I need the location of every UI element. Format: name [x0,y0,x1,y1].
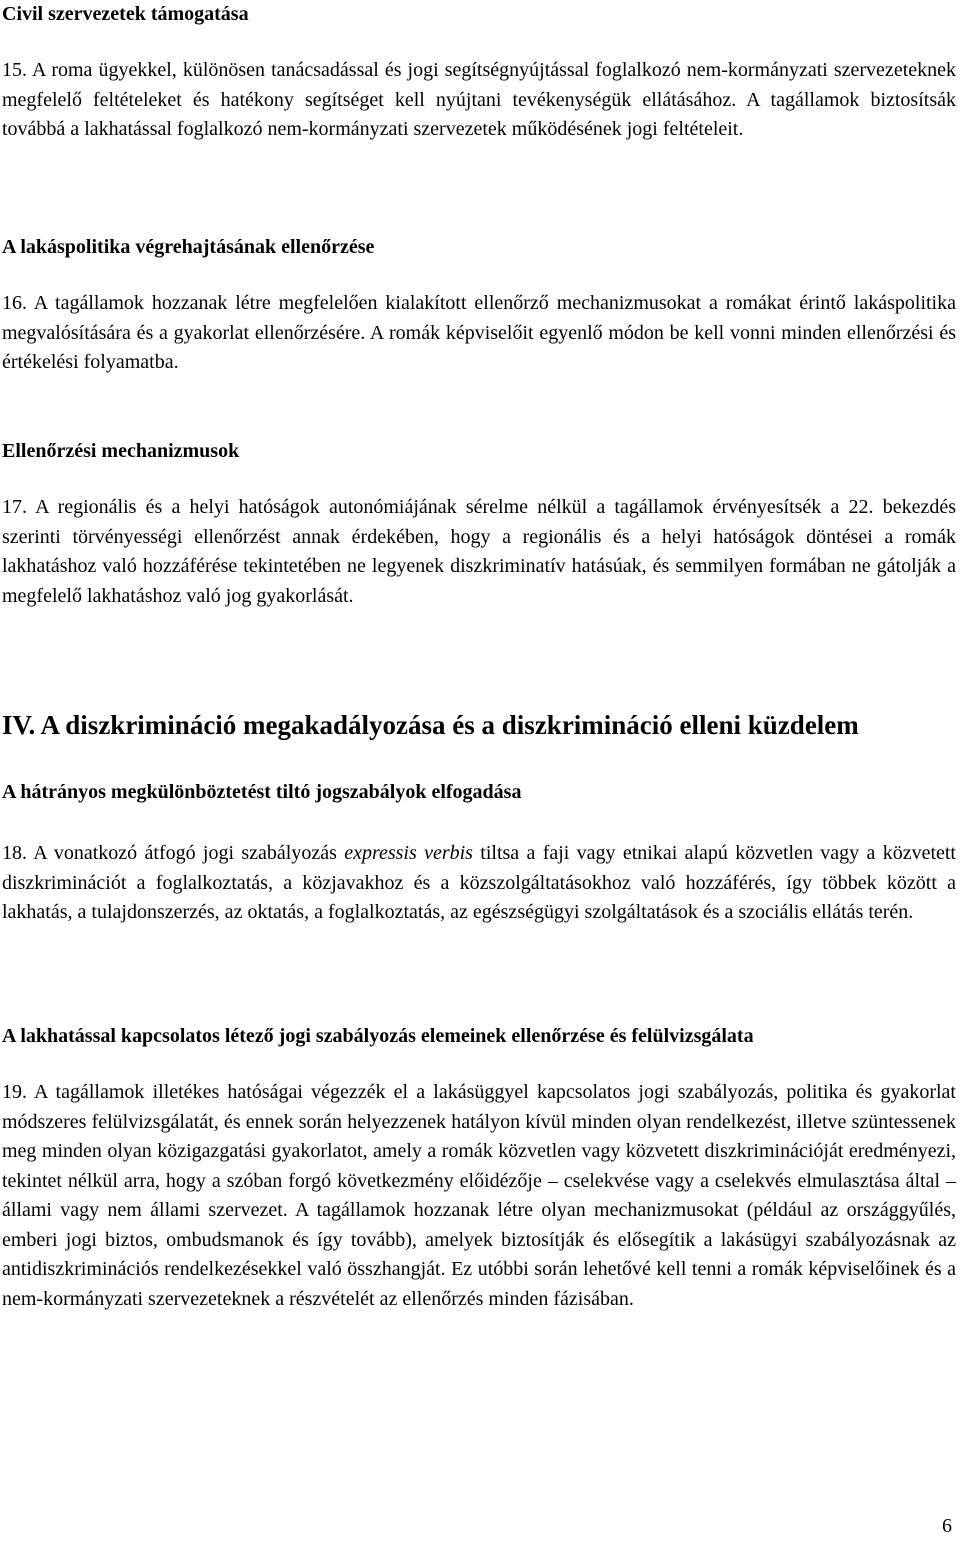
paragraph-15: 15. A roma ügyekkel, különösen tanácsadással és jogi segítségnyújtással foglalkozó nem-kormányzati szervezeteknek megfelelő feltételeket és hatékony segítséget kell nyújtani tevékenységük ellátásához. A tagállamok biztosítsák továbbá a lakhatással foglalkozó nem-kormányzati szervezetek működésének jogi feltételeit. [2,59,956,140]
heading-civil-szervezetek: Civil szervezetek támogatása [2,3,249,25]
heading-ellenorzesi-mechanizmusok: Ellenőrzési mechanizmusok [2,440,240,462]
heading-lakhatas-szabalyozas-felulvizsgalata: A lakhatással kapcsolatos létező jogi szabályozás elemeinek ellenőrzése és felülvizsgálata [2,1025,754,1047]
paragraph-17: 17. A regionális és a helyi hatóságok autonómiájának sérelme nélkül a tagállamok érvényesítsék a 22. bekezdés szerinti törvényességi ellenőrzést annak érdekében, hogy a regionális és a helyi hatóságok döntései a romák lakhatáshoz való hozzáférése tekintetében ne legyenek diszkriminatív hatásúak, és semmilyen formában ne gátolják a megfelelő lakhatáshoz való jog gyakorlását. [2,496,956,607]
paragraph-18-italic-phrase: expressis verbis [344,842,473,864]
page-number: 6 [942,1515,952,1537]
paragraph-19: 19. A tagállamok illetékes hatóságai végezzék el a lakásüggyel kapcsolatos jogi szabályozás, politika és gyakorlat módszeres felülvizsgálatát, és ennek során helyezzenek hatályon kívül minden olyan rendelkezést, illetve szüntessenek meg minden olyan közigazgatási gyakorlatot, amely a romák közvetlen vagy közvetett diszkriminációját eredményezi, tekintet nélkül arra, hogy a szóban forgó következmény előidézője – cselekvése vagy a cselekvés elmulasztása által – állami vagy nem állami szervezet. A tagállamok hozzanak létre olyan mechanizmusokat (például az országgyűlés, emberi jogi biztos, ombudsmanok és így tovább), amelyek biztosítják és elősegítik a lakásügyi szabályozásnak az antidiszkriminációs rendelkezésekkel való összhangját. Ez utóbbi során lehetővé kell tenni a romák képviselőinek és a nem-kormányzati szervezeteknek a részvételét az ellenőrzés minden fázisában. [2,1081,956,1310]
heading-hatranyos-megkulonboztetes: A hátrányos megkülönböztetést tiltó jogszabályok elfogadása [2,781,522,803]
chapter-iv-title: IV. A diszkrimináció megakadályozása és a diszkrimináció elleni küzdelem [2,710,859,740]
paragraph-18-text-end: tiltsa a faji vagy etnikai alapú közvetlen vagy a közvetett diszkriminációt a foglalkoztatás, a közjavakhoz és a közszolgáltatásokhoz való hozzáférés, így többek között a lakhatás, a tulajdonszerzés, az oktatás, a foglalkoztatás, az egészségügyi szolgáltatások és a szociális ellátás terén. [2,842,956,923]
paragraph-18 [2,839,956,928]
paragraph-16: 16. A tagállamok hozzanak létre megfelelően kialakított ellenőrző mechanizmusokat a romákat érintő lakáspolitika megvalósítására és a gyakorlat ellenőrzésére. A romák képviselőit egyenlő módon be kell vonni minden ellenőrzési és értékelési folyamatba. [2,292,956,373]
paragraph-18-text-start: 18. A vonatkozó átfogó jogi szabályozás [2,842,345,864]
heading-lakaspolitika-ellenorzese: A lakáspolitika végrehajtásának ellenőrzése [2,236,375,258]
